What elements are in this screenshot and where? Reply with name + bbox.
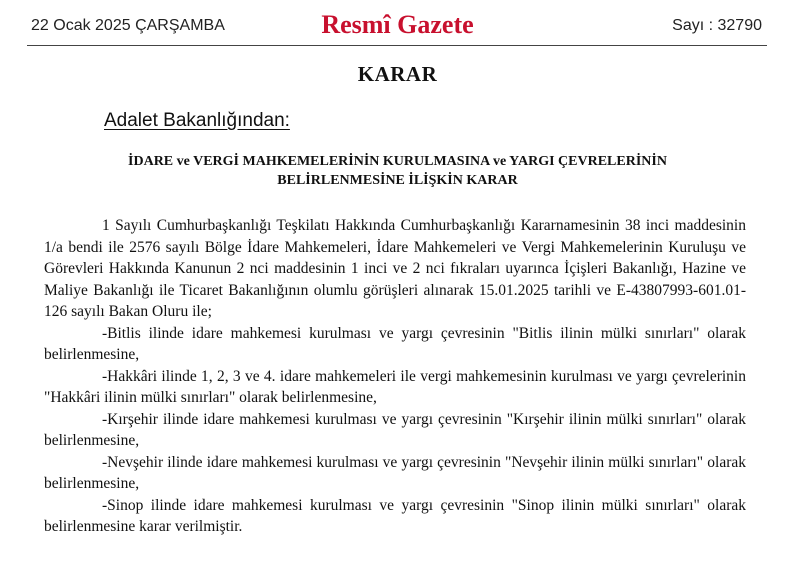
body-paragraph: -Hakkâri ilinde 1, 2, 3 ve 4. idare mahkemeleri ile vergi mahkemesinin kurulması ve yargı çevrelerinin "Hakkâri ilinin mülki sınırları" olarak belirlenmesine,: [44, 367, 746, 406]
document-type-heading: KARAR: [357, 62, 438, 86]
body-paragraph: 1 Sayılı Cumhurbaşkanlığı Teşkilatı Hakkında Cumhurbaşkanlığı Kararnamesinin 38 inci maddesinin 1/a bendi ile 2576 sayılı Bölge İdare Mahkemeleri, İdare Mahkemeleri ve Vergi Mahkemelerinin Kuruluşu ve Görevleri Hakkında Kanunun 2 nci maddesinin 1 inci ve 2 nci fıkraları uyarınca İçişleri Bakanlığı, Hazine ve Maliye Bakanlığı ile Ticaret Bakanlığının olumlu görüşleri alınarak 15.01.2025 tarihli ve E-43807993-601.01-126 sayılı Bakan Oluru ile;: [44, 217, 746, 320]
decision-body: [44, 215, 746, 538]
gazette-header: [0, 0, 795, 50]
body-paragraph: -Bitlis ilinde idare mahkemesi kurulması ve yargı çevresinin "Bitlis ilinin mülki sınırları" olarak belirlenmesine,: [44, 324, 746, 363]
body-paragraph: -Sinop ilinde idare mahkemesi kurulması ve yargı çevresinin "Sinop ilinin mülki sınırları" olarak belirlenmesine karar verilmiştir.: [44, 496, 746, 535]
decision-title-line: BELİRLENMESİNE İLİŞKİN KARAR: [277, 173, 518, 188]
publication-date: 22 Ocak 2025 ÇARŞAMBA: [31, 17, 225, 34]
body-paragraph: -Nevşehir ilinde idare mahkemesi kurulması ve yargı çevresinin "Nevşehir ilinin mülki sınırları" olarak belirlenmesine,: [44, 453, 746, 492]
gazette-title: Resmî Gazete: [321, 10, 474, 39]
body-paragraph: -Kırşehir ilinde idare mahkemesi kurulması ve yargı çevresinin "Kırşehir ilinin mülki sınırları" olarak belirlenmesine,: [44, 410, 746, 449]
issue-number: Sayı : 32790: [672, 17, 762, 34]
decision-title: [40, 152, 755, 190]
header-divider: [27, 45, 767, 46]
issuing-ministry: Adalet Bakanlığından:: [104, 110, 290, 131]
decision-title-line: İDARE ve VERGİ MAHKEMELERİNİN KURULMASINA ve YARGI ÇEVRELERİNİN: [128, 154, 667, 169]
